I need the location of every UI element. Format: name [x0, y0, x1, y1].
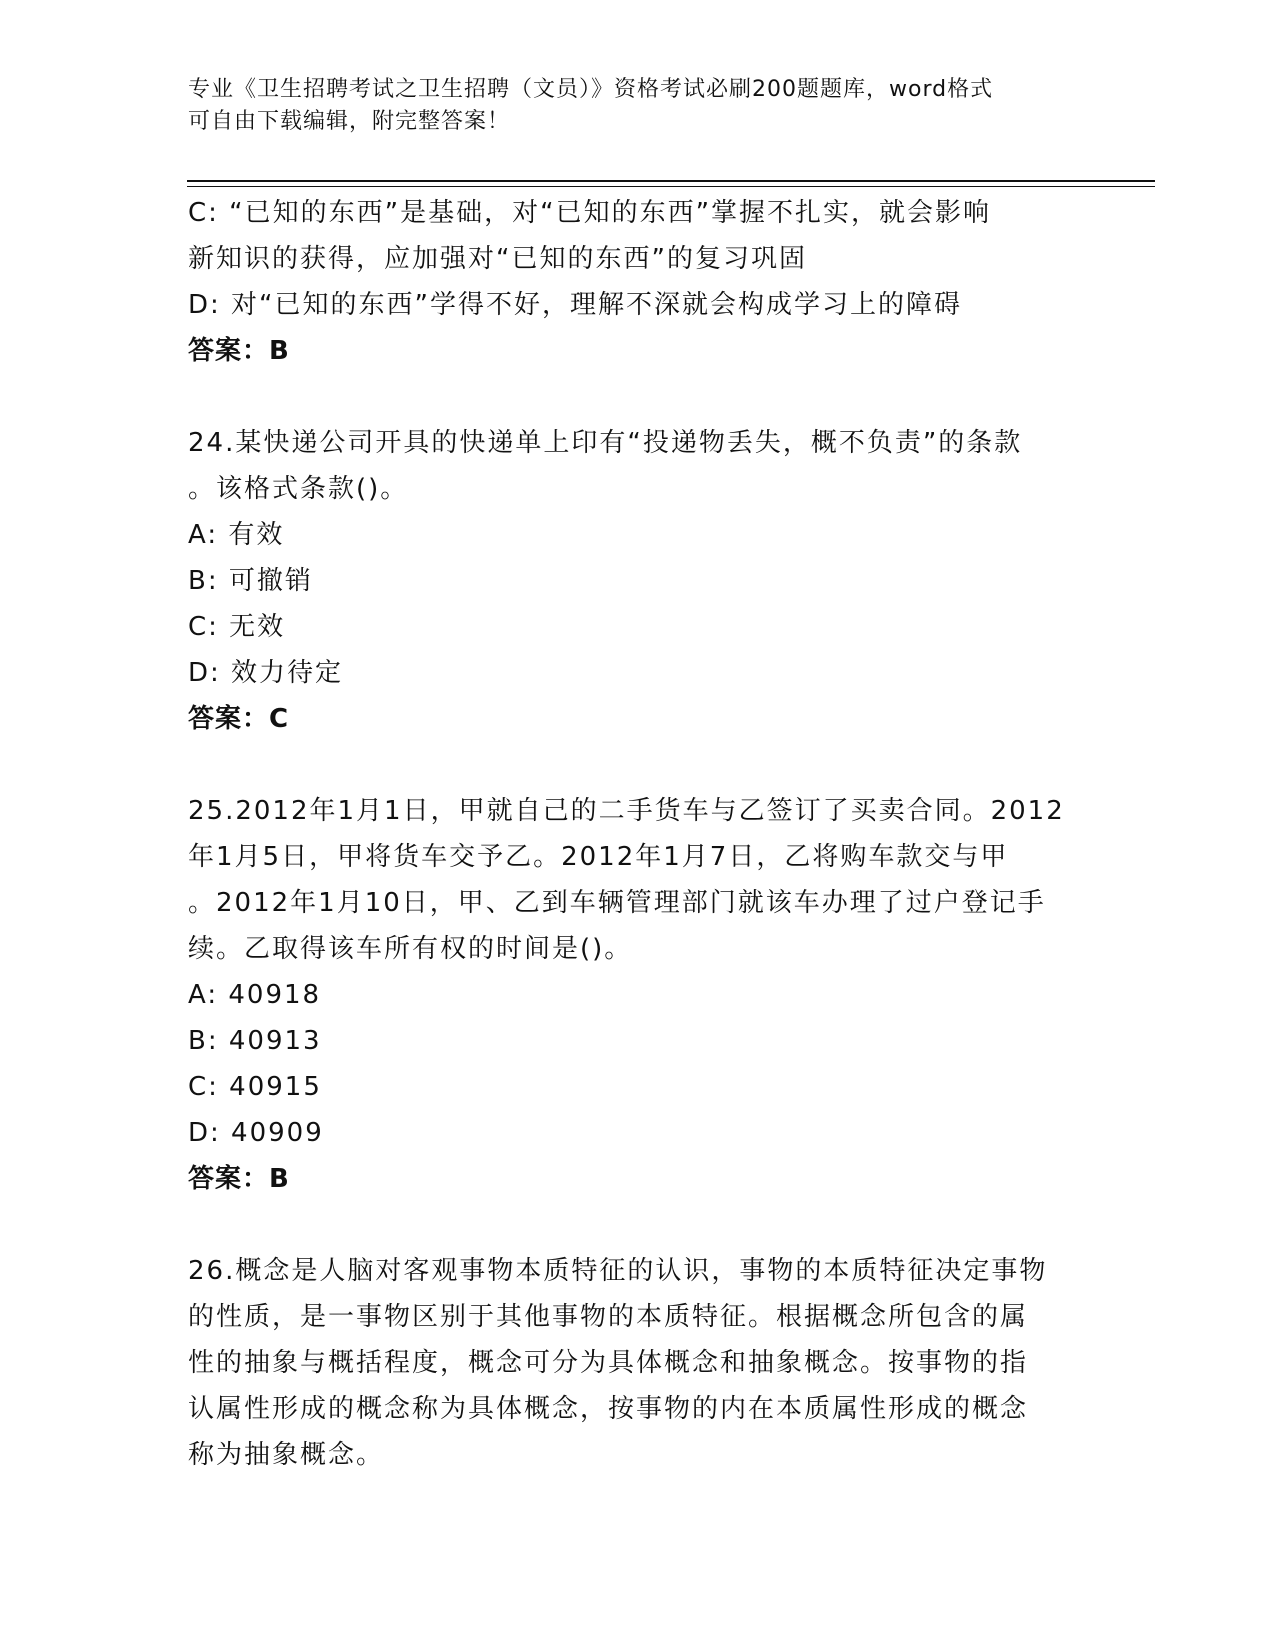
question-stem-continued: 的性质，是一事物区别于其他事物的本质特征。根据概念所包含的属 — [188, 1302, 1029, 1332]
option-c: C: 40915 — [188, 1072, 322, 1102]
question-25 — [188, 788, 1088, 1202]
spacer — [188, 374, 1088, 420]
spacer — [188, 1202, 1088, 1248]
spacer — [188, 742, 1088, 788]
question-stem-continued: 。该格式条款()。 — [188, 474, 409, 504]
option-c-continued: 新知识的获得，应加强对“已知的东西”的复习巩固 — [188, 244, 807, 274]
question-content — [188, 190, 1088, 1478]
question-stem: 25.2012年1月1日，甲就自己的二手货车与乙签订了买卖合同。2012 — [188, 796, 1065, 826]
question-26 — [188, 1248, 1088, 1478]
option-c: C: “已知的东西”是基础，对“已知的东西”掌握不扎实，就会影响 — [188, 198, 992, 228]
header-line-1: 专业《卫生招聘考试之卫生招聘（文员）》资格考试必刷200题题库，word格式 — [188, 77, 994, 102]
document-header — [188, 74, 1088, 138]
option-c: C: 无效 — [188, 612, 286, 642]
question-stem: 24.某快递公司开具的快递单上印有“投递物丢失，概不负责”的条款 — [188, 428, 1023, 458]
question-23-tail — [188, 190, 1088, 374]
question-stem-continued: 性的抽象与概括程度，概念可分为具体概念和抽象概念。按事物的指 — [188, 1348, 1029, 1378]
header-divider-thick — [187, 180, 1155, 182]
question-stem-continued: 认属性形成的概念称为具体概念，按事物的内在本质属性形成的概念 — [188, 1394, 1029, 1424]
question-stem-continued: 年1月5日，甲将货车交予乙。2012年1月7日，乙将购车款交与甲 — [188, 842, 1009, 872]
header-divider-thin — [187, 186, 1155, 187]
option-b: B: 可撤销 — [188, 566, 313, 596]
option-a: A: 有效 — [188, 520, 285, 550]
answer-label: 答案：B — [188, 1164, 290, 1194]
question-stem-continued: 续。乙取得该车所有权的时间是()。 — [188, 934, 633, 964]
option-d: D: 40909 — [188, 1118, 324, 1148]
question-stem: 26.概念是人脑对客观事物本质特征的认识，事物的本质特征决定事物 — [188, 1256, 1048, 1286]
option-b: B: 40913 — [188, 1026, 322, 1056]
answer-label: 答案：C — [188, 704, 290, 734]
answer-label: 答案：B — [188, 336, 290, 366]
option-a: A: 40918 — [188, 980, 322, 1010]
option-d: D: 对“已知的东西”学得不好，理解不深就会构成学习上的障碍 — [188, 290, 962, 320]
option-d: D: 效力待定 — [188, 658, 344, 688]
question-24 — [188, 420, 1088, 742]
question-stem-continued: 。2012年1月10日，甲、乙到车辆管理部门就该车办理了过户登记手 — [188, 888, 1046, 918]
header-line-2: 可自由下载编辑，附完整答案！ — [188, 109, 511, 134]
question-stem-continued: 称为抽象概念。 — [188, 1440, 385, 1470]
